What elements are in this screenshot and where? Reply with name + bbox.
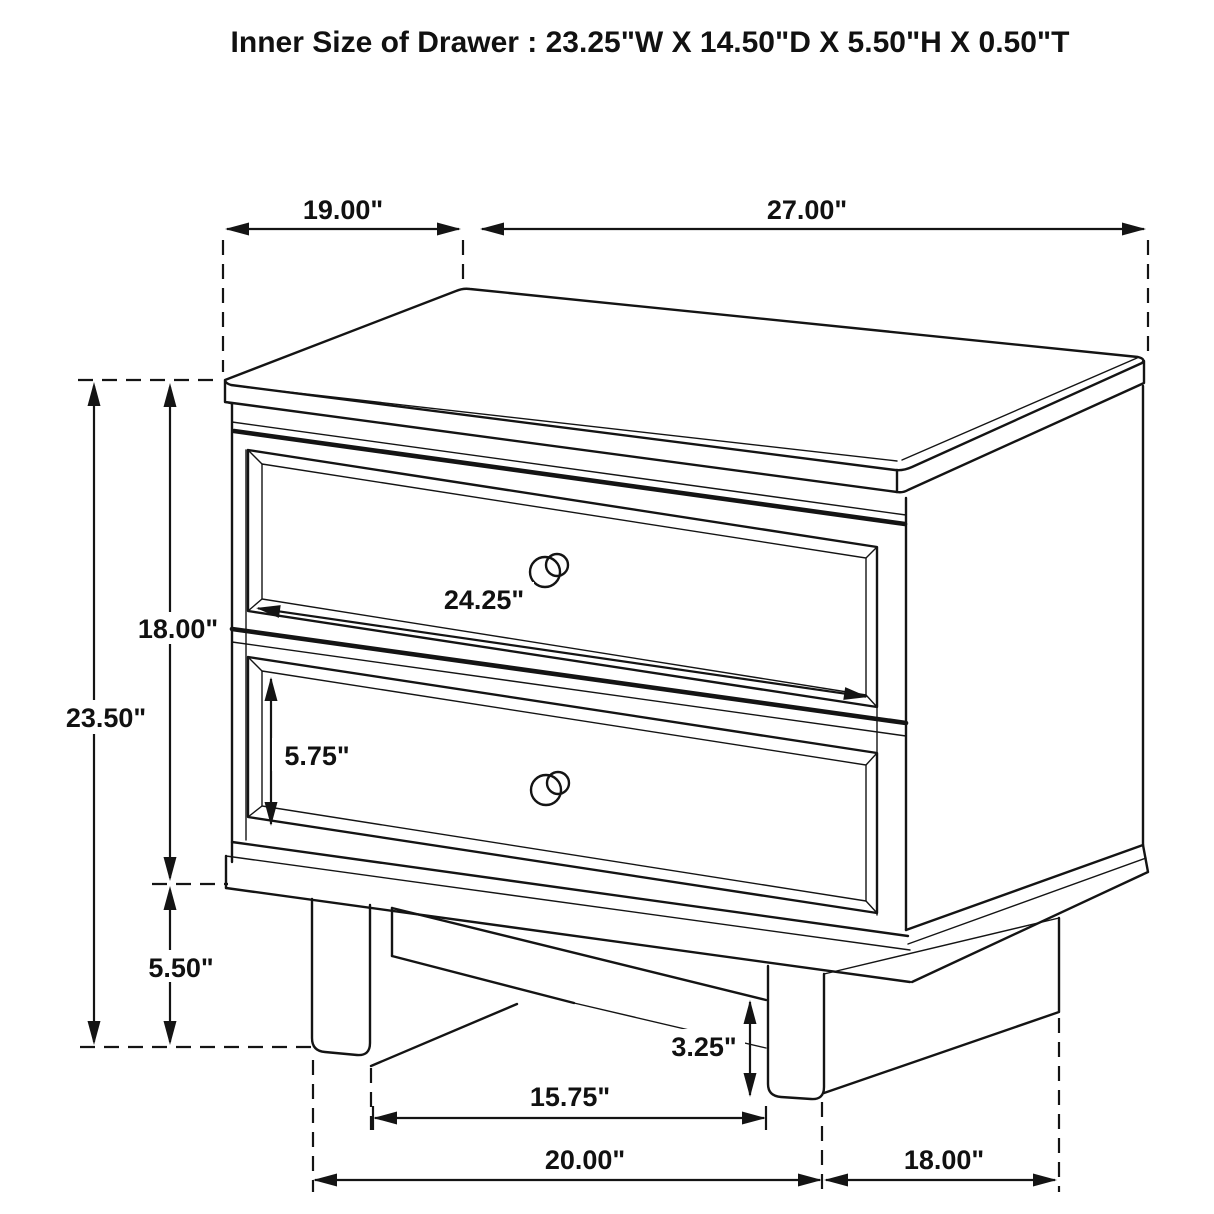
side-panel-bottom-edge	[906, 845, 1143, 930]
dim-label-19: 19.00"	[302, 195, 384, 225]
dim-label-20: 20.00"	[544, 1145, 626, 1175]
top-slab	[225, 289, 1143, 470]
dimension-base-depth-18	[824, 1145, 1057, 1187]
dim-label-27: 27.00"	[766, 195, 848, 225]
dim-label-3-25: 3.25"	[671, 1032, 737, 1062]
top-rail-shadow	[234, 431, 905, 524]
dimension-stretcher-width-15-75	[373, 1082, 766, 1130]
dimension-clearance-3-25	[663, 1000, 757, 1097]
right-leg-side	[824, 918, 1059, 1093]
top-slab-thickness-right	[897, 361, 1144, 492]
drawing-title: Inner Size of Drawer : 23.25"W X 14.50"D X 5.50"H X 0.50"T	[230, 26, 1070, 59]
top-slab-edge-line	[902, 358, 1137, 460]
top-drawer-bevels	[248, 450, 877, 707]
bottom-drawer-opening	[248, 657, 877, 913]
left-leg	[312, 899, 370, 1055]
dimension-base-height-5-50	[138, 886, 223, 1045]
stretcher-diagonal	[371, 1004, 517, 1066]
dimension-top-width-19	[225, 195, 461, 236]
right-leg	[768, 966, 824, 1099]
dim-label-24-25: 24.25"	[443, 585, 525, 615]
dimension-case-height-18	[132, 383, 224, 881]
dimension-drawer-height-5-75	[265, 677, 363, 826]
bottom-rail-top	[232, 842, 908, 936]
top-slab-edge-line	[244, 387, 897, 461]
drawer-divider-bottom	[232, 642, 906, 736]
dim-label-5-75: 5.75"	[284, 741, 350, 771]
stretcher-bottom-edge	[392, 956, 574, 1003]
dimension-top-width-27	[480, 195, 1146, 236]
dim-label-18-bottom: 18.00"	[903, 1145, 985, 1175]
dim-label-5-50: 5.50"	[148, 953, 214, 983]
drawer-divider-top	[232, 629, 906, 723]
bottom-drawer-bevels	[248, 657, 877, 913]
dim-label-15-75: 15.75"	[529, 1082, 611, 1112]
dimension-base-width-20	[313, 1145, 822, 1187]
dimension-drawer-width-24-25	[256, 582, 868, 700]
top-drawer-opening	[248, 450, 877, 707]
dimension-overall-height-23-50	[60, 382, 153, 1045]
extension-lines	[78, 240, 1148, 1192]
top-drawer-knob-icon[interactable]	[530, 554, 568, 587]
right-leg-side-top	[824, 918, 1059, 974]
nightstand-outline	[225, 289, 1148, 1099]
top-rail-line	[232, 422, 906, 515]
dim-label-23-50: 23.50"	[65, 703, 147, 733]
side-base-molding-line	[908, 858, 1146, 944]
bottom-drawer-knob-icon[interactable]	[531, 772, 569, 805]
dim-label-18-left: 18.00"	[137, 614, 219, 644]
side-base-molding-bottom	[912, 845, 1148, 982]
